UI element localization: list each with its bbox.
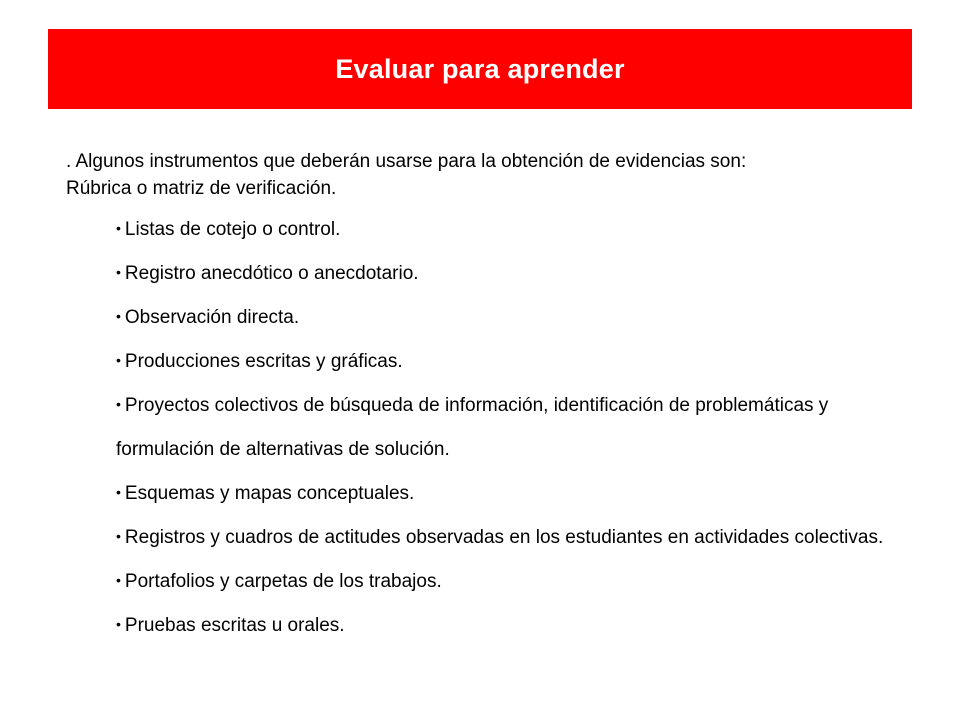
list-item	[116, 259, 906, 289]
list-item	[116, 567, 906, 597]
list-item-text: Proyectos colectivos de búsqueda de información, identificación de problemáticas y formulación de alternativas de solución.	[116, 395, 829, 460]
list-item-text: Registros y cuadros de actitudes observadas en los estudiantes en actividades colectivas.	[124, 527, 884, 548]
list-item-text: Esquemas y mapas conceptuales.	[124, 483, 415, 504]
intro-line-2: Rúbrica o matriz de verificación.	[66, 178, 337, 199]
list-item	[116, 479, 906, 509]
intro-line-1: . Algunos instrumentos que deberán usarse para la obtención de evidencias son:	[66, 151, 747, 172]
bullet-icon: •	[116, 220, 121, 236]
list-item-text: Observación directa.	[124, 307, 300, 328]
bullet-icon: •	[116, 616, 121, 632]
bullet-icon: •	[116, 308, 121, 324]
list-item	[116, 611, 906, 641]
bullet-icon: •	[116, 528, 121, 544]
bullet-icon: •	[116, 396, 121, 412]
intro-paragraph	[66, 148, 906, 202]
list-item	[116, 384, 906, 472]
slide-title: Evaluar para aprender	[335, 53, 625, 84]
list-item-text: Registro anecdótico o anecdotario.	[124, 263, 419, 284]
list-item	[116, 347, 906, 377]
list-item-text: Portafolios y carpetas de los trabajos.	[124, 571, 442, 592]
list-item	[116, 215, 906, 245]
list-item	[116, 303, 906, 333]
bullet-icon: •	[116, 484, 121, 500]
list-item-text: Listas de cotejo o control.	[124, 219, 341, 240]
instrument-list	[116, 215, 906, 655]
bullet-icon: •	[116, 264, 121, 280]
list-item-text: Producciones escritas y gráficas.	[124, 351, 403, 372]
list-item-text: Pruebas escritas u orales.	[124, 615, 345, 636]
list-item	[116, 516, 906, 560]
bullet-icon: •	[116, 572, 121, 588]
title-banner	[48, 29, 912, 109]
bullet-icon: •	[116, 352, 121, 368]
